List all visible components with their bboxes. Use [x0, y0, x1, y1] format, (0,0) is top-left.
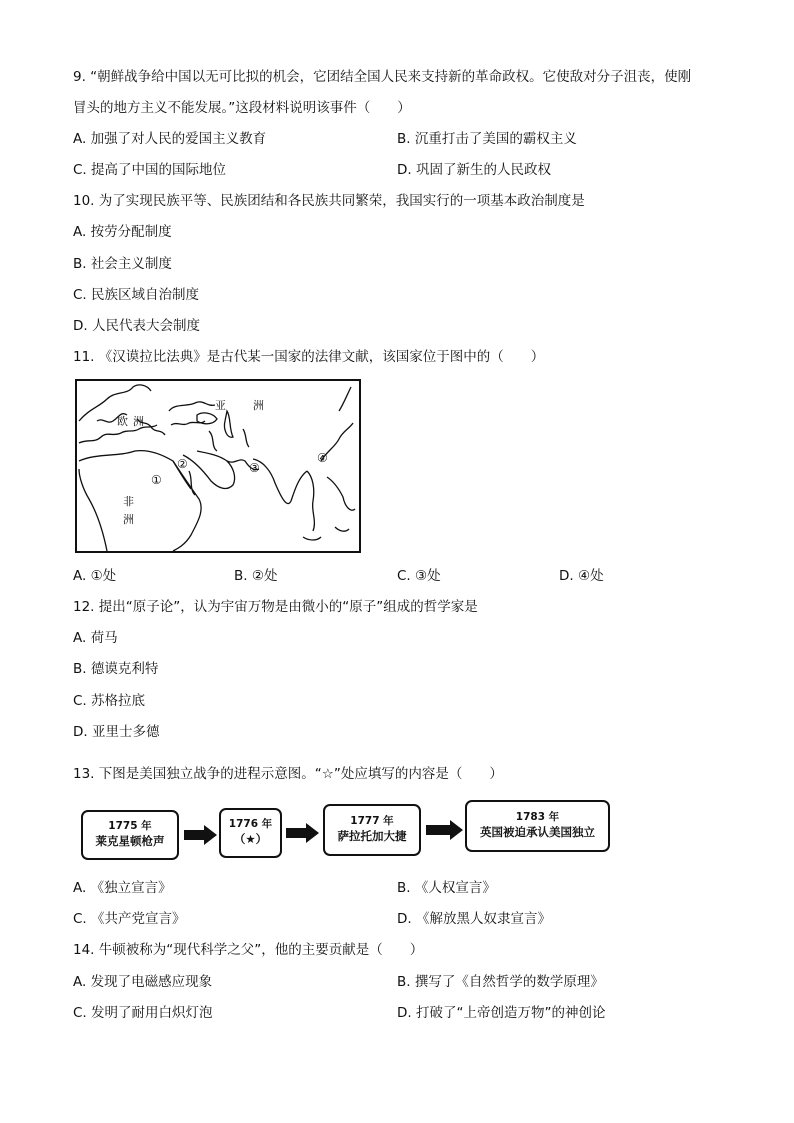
q12-option-c: C. 苏格拉底	[73, 693, 146, 709]
flow-box-1777	[323, 804, 421, 856]
q13-option-a: A. 《独立宣言》	[73, 880, 172, 896]
q9-option-c: C. 提高了中国的国际地位	[73, 162, 227, 178]
flow-event: 萨拉托加大捷	[337, 829, 407, 843]
q11-option-a: A. ①处	[73, 568, 117, 584]
map-label-africa-1: 非	[123, 495, 134, 508]
flow-event: 英国被迫承认美国独立	[480, 825, 595, 839]
q12-stem: 12. 提出“原子论”，认为宇宙万物是由微小的“原子”组成的哲学家是	[73, 599, 478, 615]
q9-option-a: A. 加强了对人民的爱国主义教育	[73, 131, 267, 147]
flow-year: 1776 年	[228, 818, 273, 830]
flow-event: 莱克星顿枪声	[95, 834, 165, 848]
q10-option-a: A. 按劳分配制度	[73, 224, 172, 240]
flow-box-1775	[81, 810, 179, 860]
q12-option-b: B. 德谟克利特	[73, 661, 159, 677]
flow-year: 1777 年	[350, 815, 394, 827]
q13-option-b: B. 《人权宣言》	[397, 880, 496, 896]
q14-option-c: C. 发明了耐用白炽灯泡	[73, 1005, 213, 1021]
q10-stem: 10. 为了实现民族平等、民族团结和各民族共同繁荣，我国实行的一项基本政治制度是	[73, 193, 585, 209]
map-label-asia-1: 亚	[215, 399, 226, 412]
q9-stem-line2: 冒头的地方主义不能发展。”这段材料说明该事件（ ）	[73, 100, 411, 116]
q13-option-d: D. 《解放黑人奴隶宣言》	[397, 911, 551, 927]
map-marker-1: ①	[151, 473, 162, 487]
q14-option-a: A. 发现了电磁感应现象	[73, 974, 213, 990]
q9-option-b: B. 沉重打击了美国的霸权主义	[397, 131, 577, 147]
map-label-asia-2: 洲	[253, 399, 264, 412]
flow-year: 1783 年	[515, 811, 560, 823]
flow-year: 1775 年	[108, 820, 152, 832]
map-marker-3: ③	[249, 461, 260, 475]
q14-option-b: B. 撰写了《自然哲学的数学原理》	[397, 974, 604, 990]
q12-option-d: D. 亚里士多德	[73, 724, 160, 740]
q14-option-d: D. 打破了“上帝创造万物”的神创论	[397, 1005, 606, 1021]
world-map-figure	[75, 379, 361, 553]
map-marker-4: ④	[317, 451, 328, 465]
flow-box-1776	[219, 808, 282, 858]
map-label-europe-2: 洲	[133, 415, 144, 428]
q13-option-c: C. 《共产党宣言》	[73, 911, 186, 927]
q14-stem: 14. 牛顿被称为“现代科学之父”，他的主要贡献是（ ）	[73, 942, 424, 958]
flow-box-1783	[465, 800, 610, 852]
q11-option-d: D. ④处	[559, 568, 604, 584]
q11-option-c: C. ③处	[397, 568, 441, 584]
q10-option-d: D. 人民代表大会制度	[73, 318, 200, 334]
flow-arrow-1	[184, 825, 218, 845]
flow-arrow-3	[426, 820, 464, 840]
map-marker-2: ②	[177, 457, 188, 471]
q13-stem: 13. 下图是美国独立战争的进程示意图。“☆”处应填写的内容是（ ）	[73, 766, 503, 782]
q9-option-d: D. 巩固了新生的人民政权	[397, 162, 551, 178]
flow-event: （★）	[233, 832, 268, 846]
q12-option-a: A. 荷马	[73, 630, 118, 646]
map-label-europe-1: 欧	[117, 415, 128, 428]
flow-arrow-2	[286, 823, 320, 843]
q10-option-c: C. 民族区域自治制度	[73, 287, 200, 303]
map-label-africa-2: 洲	[123, 513, 134, 526]
q9-stem-line1: 9. “朝鲜战争给中国以无可比拟的机会，它团结全国人民来支持新的革命政权。它使敌对分子沮丧，使刚	[73, 69, 692, 85]
q11-option-b: B. ②处	[234, 568, 278, 584]
q10-option-b: B. 社会主义制度	[73, 256, 172, 272]
q11-stem: 11. 《汉谟拉比法典》是古代某一国家的法律文献，该国家位于图中的（ ）	[73, 349, 545, 365]
